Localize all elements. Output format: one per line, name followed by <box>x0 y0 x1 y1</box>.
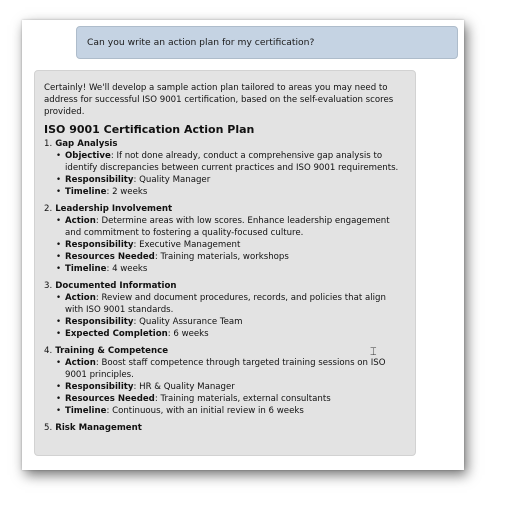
bullet-key: Resources Needed <box>65 394 155 404</box>
plan-section <box>44 280 406 340</box>
section-heading <box>44 203 406 215</box>
bullet-text: : 2 weeks <box>106 187 148 197</box>
user-message-bubble <box>76 26 458 59</box>
bullet-text: : Executive Management <box>133 240 241 250</box>
bullet-text: : HR & Quality Manager <box>133 382 235 392</box>
bullet-item <box>65 292 406 316</box>
bullet-key: Responsibility <box>65 240 134 250</box>
bullet-key: Responsibility <box>65 175 134 185</box>
bullet-key: Responsibility <box>65 317 134 327</box>
bullet-item <box>65 251 406 263</box>
section-number: 4. <box>44 346 53 356</box>
section-heading <box>44 345 406 357</box>
bullet-item <box>65 393 406 405</box>
plan-section <box>44 422 406 434</box>
bullet-item <box>65 174 406 186</box>
section-title: Training & Competence <box>55 346 169 356</box>
section-title: Leadership Involvement <box>55 204 173 214</box>
section-heading <box>44 422 406 434</box>
bullet-item <box>65 239 406 251</box>
section-title: Risk Management <box>55 423 142 433</box>
plan-section <box>44 203 406 275</box>
bullet-item <box>65 263 406 275</box>
bullet-key: Action <box>65 293 96 303</box>
bullet-text: : Review and document procedures, records, and policies that align with ISO 9001 standards. <box>65 293 386 315</box>
section-title: Gap Analysis <box>55 139 118 149</box>
bullet-item <box>65 186 406 198</box>
text-cursor-icon: ⌶ <box>370 345 377 358</box>
bullet-key: Responsibility <box>65 382 134 392</box>
bullet-key: Objective <box>65 151 111 161</box>
bullet-item <box>65 328 406 340</box>
bullet-key: Action <box>65 216 96 226</box>
bullet-text: : If not done already, conduct a comprehensive gap analysis to identify discrepancies between current practices and ISO 9001 requirements. <box>65 151 399 173</box>
bullet-key: Timeline <box>65 406 107 416</box>
section-number: 5. <box>44 423 53 433</box>
bullet-key: Action <box>65 358 96 368</box>
bullet-text: : 4 weeks <box>106 264 148 274</box>
assistant-intro-text: Certainly! We'll develop a sample action plan tailored to areas you may need to address for successful ISO 9001 certification, based on the self-evaluation scores provided. <box>44 83 394 117</box>
bullet-item <box>65 405 406 417</box>
bullet-text: : Quality Assurance Team <box>133 317 243 327</box>
user-message-text: Can you write an action plan for my certification? <box>87 37 315 48</box>
bullet-text: : 6 weeks <box>167 329 209 339</box>
section-heading <box>44 280 406 292</box>
plan-sections <box>44 138 406 434</box>
bullet-text: : Training materials, workshops <box>154 252 289 262</box>
section-number: 2. <box>44 204 53 214</box>
section-bullet-list <box>44 215 406 275</box>
bullet-key: Timeline <box>65 264 107 274</box>
bullet-item <box>65 381 406 393</box>
bullet-key: Timeline <box>65 187 107 197</box>
bullet-text: : Training materials, external consultants <box>154 394 331 404</box>
section-number: 3. <box>44 281 53 291</box>
bullet-item <box>65 150 406 174</box>
bullet-text: : Boost staff competence through targeted training sessions on ISO 9001 principles. <box>65 358 386 380</box>
plan-section <box>44 345 406 417</box>
plan-section <box>44 138 406 198</box>
plan-title: ISO 9001 Certification Action Plan <box>44 123 255 136</box>
bullet-item <box>65 357 406 381</box>
section-bullet-list <box>44 292 406 340</box>
section-title: Documented Information <box>55 281 177 291</box>
bullet-item <box>65 316 406 328</box>
bullet-text: : Determine areas with low scores. Enhance leadership engagement and commitment to fostering a quality-focused culture. <box>65 216 390 238</box>
bullet-text: : Continuous, with an initial review in 6 weeks <box>106 406 304 416</box>
bullet-key: Resources Needed <box>65 252 155 262</box>
section-number: 1. <box>44 139 53 149</box>
bullet-text: : Quality Manager <box>133 175 211 185</box>
bullet-key: Expected Completion <box>65 329 168 339</box>
assistant-message-bubble <box>34 70 416 456</box>
section-heading <box>44 138 406 150</box>
section-bullet-list <box>44 150 406 198</box>
section-bullet-list <box>44 357 406 417</box>
bullet-item <box>65 215 406 239</box>
